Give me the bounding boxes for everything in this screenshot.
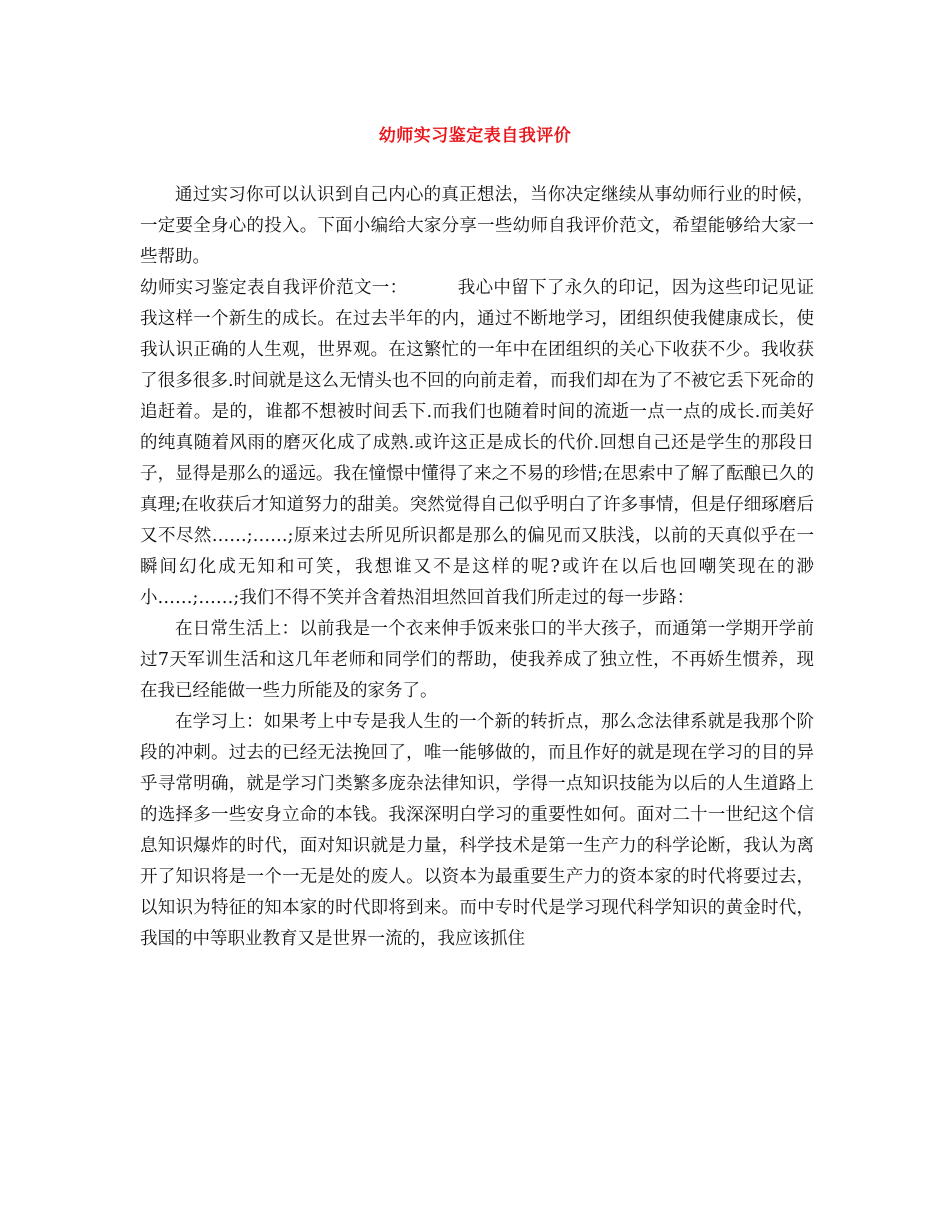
document-title: 幼师实习鉴定表自我评价 [378, 126, 572, 146]
document-body [140, 180, 814, 955]
sample-paragraph [140, 273, 814, 614]
sample-label: 幼师实习鉴定表自我评价范文一： [140, 278, 408, 298]
sample-text: 我心中留下了永久的印记，因为这些印记见证我这样一个新生的成长。在过去半年的内，通过不断地学习，团组织使我健康成长，使我认识正确的人生观，世界观。在这繁忙的一年中在团组织的关心下收获不少。我收获了很多很多.时间就是这么无情头也不回的向前走着，而我们却在为了不被它丢下死命的追赶着。是的，谁都不想被时间丢下.而我们也随着时间的流逝一点一点的成长.而美好的纯真随着风雨的磨灭化成了成熟.或许这正是成长的代价.回想自己还是学生的那段日子，显得是那么的遥远。我在憧憬中懂得了来之不易的珍惜;在思索中了解了酝酿已久的真理;在收获后才知道努力的甜美。突然觉得自己似乎明白了许多事情，但是仔细琢磨后又不尽然……;……;原来过去所见所识都是那么的偏见而又肤浅，以前的天真似乎在一瞬间幻化成无知和可笑，我想谁又不是这样的呢?或许在以后也回嘲笑现在的渺小……;……;我们不得不笑并含着热泪坦然回首我们所走过的每一步路： [140, 278, 815, 608]
study-paragraph: 在学习上：如果考上中专是我人生的一个新的转折点，那么念法律系就是我那个阶段的冲刺。过去的已经无法挽回了，唯一能够做的，而且作好的就是现在学习的目的异乎寻常明确，就是学习门类繁多庞杂法律知识，学得一点知识技能为以后的人生道路上的选择多一些安身立命的本钱。我深深明白学习的重要性如何。面对二十一世纪这个信息知识爆炸的时代，面对知识就是力量，科学技术是第一生产力的科学论断，我认为离开了知识将是一个一无是处的废人。以资本为最重要生产力的资本家的时代将要过去，以知识为特征的知本家的时代即将到来。而中专时代是学习现代科学知识的黄金时代，我国的中等职业教育又是世界一流的，我应该抓住 [140, 712, 814, 949]
daily-life-paragraph: 在日常生活上：以前我是一个衣来伸手饭来张口的半大孩子，而通第一学期开学前过7天军训生活和这几年老师和同学们的帮助，使我养成了独立性，不再娇生惯养，现在我已经能做一些力所能及的家务了。 [140, 619, 814, 701]
intro-paragraph: 通过实习你可以认识到自己内心的真正想法，当你决定继续从事幼师行业的时候，一定要全身心的投入。下面小编给大家分享一些幼师自我评价范文，希望能够给大家一些帮助。 [140, 185, 814, 267]
